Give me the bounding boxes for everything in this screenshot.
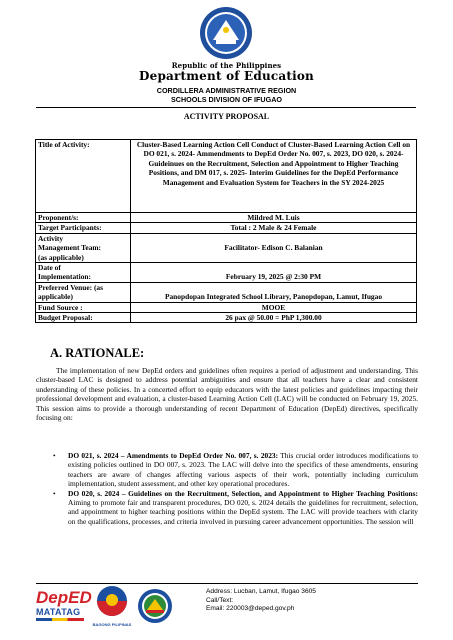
title-value: Cluster-Based Learning Action Cell Conduct of Cluster-Based Learning Action Cell on DO 021, s. 2024- Ammendments to DepEd Order No. 007, s. 2023, DO 020, s. 2024- Guideinues on the Recruitment, Selection and Appointment to Higher Teaching Positions, and DM 017, s. 2025- Interim Guidelines for the DepEd Performance Management and Evaluation System for Teachers in the SY 2024-2025 bbox=[131, 140, 417, 213]
header-department: Department of Education bbox=[139, 69, 314, 83]
logo-deped-text: DepED bbox=[36, 588, 92, 607]
bullet-icon: • bbox=[53, 488, 56, 498]
table-row bbox=[36, 213, 417, 223]
logo-bagong-text: BAGONG PILIPINAS bbox=[92, 622, 132, 627]
team-value: Facilitator- Edison C. Balanian bbox=[131, 233, 417, 262]
table-row bbox=[36, 223, 417, 233]
table-row bbox=[36, 263, 417, 283]
fund-label: Fund Source : bbox=[36, 302, 131, 312]
date-value: February 19, 2025 @ 2:30 PM bbox=[131, 263, 417, 283]
footer-call: Call/Text: bbox=[206, 596, 234, 604]
table-row bbox=[36, 302, 417, 312]
venue-label bbox=[36, 282, 131, 302]
footer-divider bbox=[36, 583, 418, 584]
bullet-text: This crucial order introduces modifications to existing policies outlined in DO 007, s. 2023. The LAC will delve into the specifics of these amendments, ensuring teachers are aware of changes affecting various aspects of their work, potentially including curriculum implementation, student assessment, and other key operational procedures. bbox=[68, 451, 418, 489]
budget-label: Budget Proposal: bbox=[36, 313, 131, 323]
venue-label-line: Preferred Venue: (as bbox=[38, 282, 103, 292]
bullet-title: DO 021, s. 2024 – Amendments to DepEd Order No. 007, s. 2023: bbox=[68, 451, 279, 460]
header-division: SCHOOLS DIVISION OF IFUGAO bbox=[170, 95, 282, 104]
proponent-label: Proponent/s: bbox=[36, 213, 131, 223]
division-seal-icon bbox=[137, 588, 173, 624]
team-label-line: Management Team: bbox=[38, 243, 102, 253]
participants-label: Target Participants: bbox=[36, 223, 131, 233]
footer-email: Email: 220003@deped.gov.ph bbox=[206, 605, 295, 613]
table-row bbox=[36, 140, 417, 213]
footer-address: Address: Lucban, Lamut, Ifugao 3605 bbox=[206, 588, 316, 595]
bullets-clip bbox=[0, 451, 453, 582]
bagong-pilipinas-icon bbox=[92, 585, 132, 617]
rationale-heading: A. RATIONALE: bbox=[50, 346, 145, 360]
list-item bbox=[50, 489, 418, 527]
table-row bbox=[36, 313, 417, 323]
team-label bbox=[36, 233, 131, 262]
venue-label-line: applicable) bbox=[38, 292, 73, 302]
activity-info-table bbox=[35, 139, 417, 323]
participants-value: Total : 2 Male & 24 Female bbox=[131, 223, 417, 233]
proponent-value: Mildred M. Luis bbox=[131, 213, 417, 223]
header-region: CORDILLERA ADMINISTRATIVE REGION bbox=[156, 86, 297, 95]
header-divider bbox=[36, 107, 416, 108]
footer-contact bbox=[206, 588, 316, 614]
team-label-line: (as applicable) bbox=[38, 252, 84, 262]
bullet-title: DO 020, s. 2024 – Guidelines on the Recruitment, Selection, and Appointment to Higher Teaching Positions: bbox=[68, 488, 418, 498]
document-title: ACTIVITY PROPOSAL bbox=[183, 112, 270, 121]
date-label-line: Implementation: bbox=[38, 272, 91, 282]
table-row bbox=[36, 282, 417, 302]
logo-matatag-text: MATATAG bbox=[36, 607, 81, 617]
bagong-pilipinas-logo bbox=[92, 585, 132, 625]
deped-matatag-logo bbox=[36, 588, 92, 625]
table-row bbox=[36, 233, 417, 262]
date-label bbox=[36, 263, 131, 283]
fund-value: MOOE bbox=[131, 302, 417, 312]
list-item bbox=[50, 451, 418, 489]
header-republic: Republic of the Philippines bbox=[171, 61, 282, 70]
bullet-icon: • bbox=[53, 451, 56, 460]
deped-seal-icon bbox=[199, 6, 253, 60]
budget-value: 26 pax @ 50.00 = PhP 1,300.00 bbox=[131, 313, 417, 323]
rationale-bullets bbox=[50, 451, 418, 526]
venue-value: Panopdopan Integrated School Library, Panopdopan, Lamut, Ifugao bbox=[131, 282, 417, 302]
rationale-paragraph: The implementation of new DepEd orders and guidelines often requires a period of adjustment and understanding. This cluster-based LAC is designed to address potential ambiguities and ensure that all teachers have a clear and consistent understanding of these policies. In a concerted effort to equip educators with the latest policies and guidelines impacting their professional development and evaluation, a cluster-based Learning Action Cell (LAC) will be conducted on February 19, 2025. This session aims to provide a thorough understanding of recent Department of Education (DepEd) directives, specifically focusing on: bbox=[36, 366, 418, 423]
date-label-line: Date of bbox=[38, 263, 61, 273]
team-label-line: Activity bbox=[38, 233, 64, 243]
bullet-text: Aiming to promote fair and transparent procedures, DO 020, s. 2024 details the guidelines for recruitment, selection, and appointment to higher teaching positions within the DepEd system. The LAC will provide teachers with clarity on the qualifications, processes, and criteria involved in pursuing career advancement opportunities. The session will bbox=[68, 498, 418, 526]
logo-stripe bbox=[36, 618, 84, 621]
title-label: Title of Activity: bbox=[36, 140, 131, 213]
